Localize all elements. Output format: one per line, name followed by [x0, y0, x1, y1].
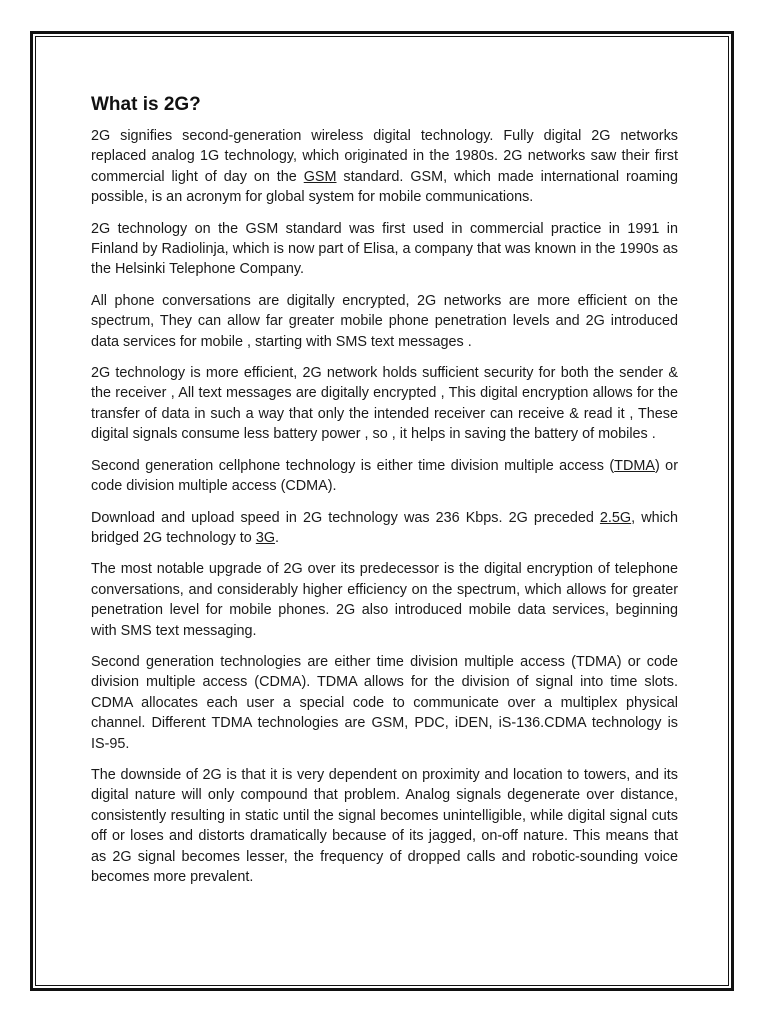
paragraph-intro: 2G signifies second-generation wireless digital technology. Fully digital 2G networks replaced analog 1G technology, which originated in the 1980s. 2G networks saw their first commercial light of day on the GSM standard. GSM, which made international roaming possible, is an acronym for global system for mobile communications. — [91, 128, 678, 206]
2-5g-link[interactable]: 2.5G — [599, 509, 632, 526]
gsm-link[interactable]: GSM — [303, 168, 337, 185]
paragraph-gsm-history: 2G technology on the GSM standard was first used in commercial practice in 1991 in Finland by Radiolinja, which is now part of Elisa, a company that was known in the 1990s as the Helsinki Telephone Company. — [91, 220, 678, 278]
tdma-link[interactable]: TDMA — [614, 457, 655, 474]
paragraph-downside: The downside of 2G is that it is very dependent on proximity and location to towers, and its digital nature will only compound that problem. Analog signals degenerate over distance, consistently resulting in static until the signal becomes unintelligible, while digital signal cuts off or loses and distorts dramatically because of its jagged, on-off nature. This means that as 2G signal becomes lesser, the frequency of dropped calls and robotic-sounding voice becomes more prevalent. — [91, 766, 678, 885]
document-body — [91, 94, 678, 898]
paragraph-access-methods: Second generation cellphone technology is either time division multiple access (TDMA) or code division multiple access (CDMA). — [91, 457, 678, 495]
page-title: What is 2G? — [91, 94, 201, 115]
3g-link[interactable]: 3G — [255, 529, 276, 546]
paragraph-encryption: All phone conversations are digitally encrypted, 2G networks are more efficient on the spectrum, They can allow far greater mobile phone penetration levels and 2G introduced data services for mobile , starting with SMS text messages . — [91, 292, 678, 350]
paragraph-efficiency: 2G technology is more efficient, 2G network holds sufficient security for both the sender & the receiver , All text messages are digitally encrypted , This digital encryption allows for the transfer of data in such a way that only the intended receiver can receive & read it , These digital signals consume less battery power , so , it helps in saving the battery of mobiles . — [91, 365, 678, 443]
paragraph-upgrade: The most notable upgrade of 2G over its predecessor is the digital encryption of telephone conversations, and considerably higher efficiency on the spectrum, which allows for greater penetration level for mobile phones. 2G also introduced mobile data services, beginning with SMS text messaging. — [91, 561, 678, 639]
paragraph-technologies: Second generation technologies are either time division multiple access (TDMA) or code division multiple access (CDMA). TDMA allows for the division of signal into time slots. CDMA allocates each user a special code to communicate over a multiplex physical channel. Different TDMA technologies are GSM, PDC, iDEN, iS-136.CDMA technology is IS-95. — [91, 653, 678, 752]
paragraph-speed: Download and upload speed in 2G technology was 236 Kbps. 2G preceded 2.5G, which bridged 2G technology to 3G. — [91, 509, 678, 546]
